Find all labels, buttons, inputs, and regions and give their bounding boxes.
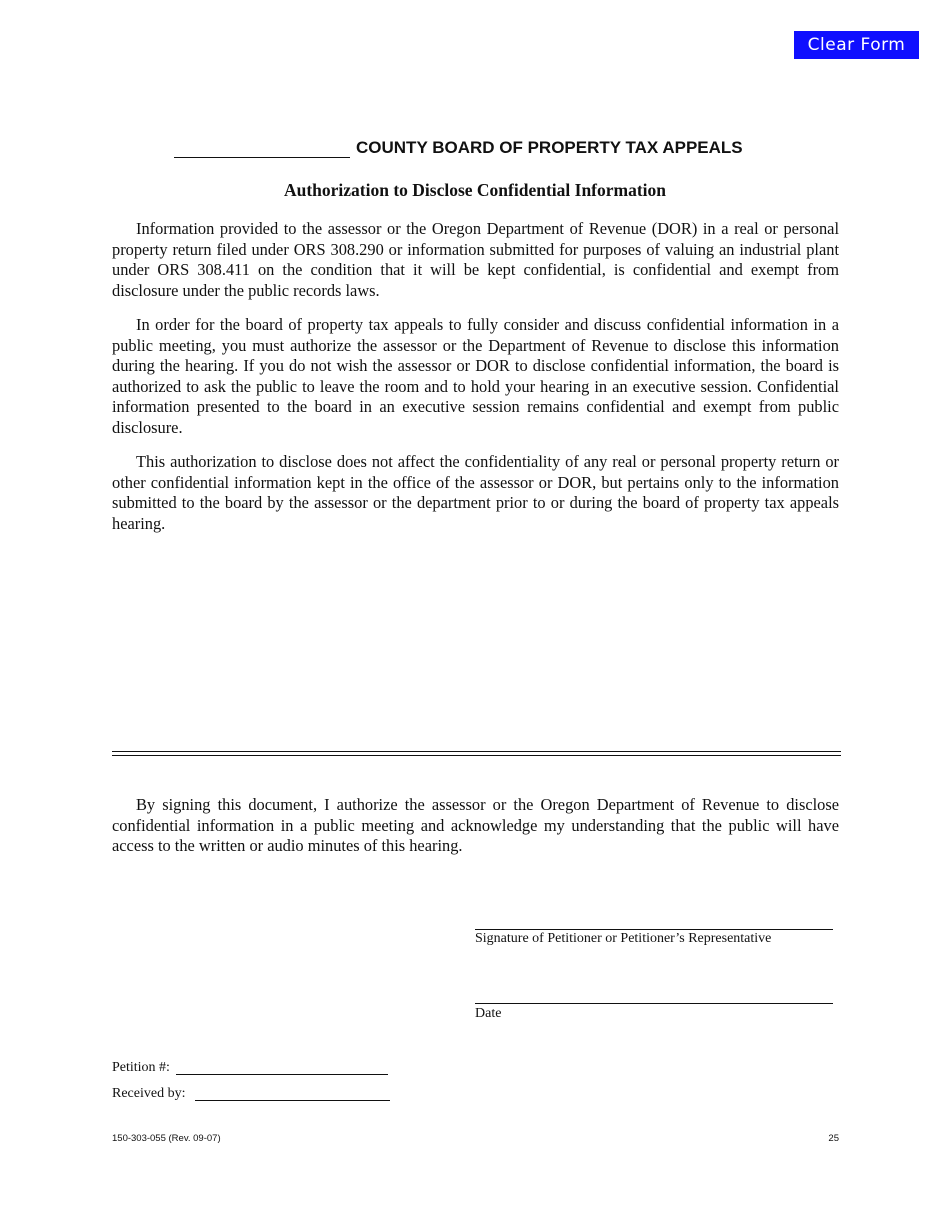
- form-title-row: [174, 138, 814, 162]
- date-field[interactable]: [475, 1003, 833, 1004]
- form-number: 150-303-055 (Rev. 09-07): [112, 1133, 221, 1144]
- signature-field[interactable]: [475, 929, 833, 930]
- page-number: 25: [828, 1133, 839, 1144]
- signature-caption: Signature of Petitioner or Petitioner’s Representative: [475, 931, 772, 946]
- info-paragraph-1: Information provided to the assessor or the Oregon Department of Revenue (DOR) in a real or personal property return filed under ORS 308.290 or information submitted for purposes of valuing an industrial plant under ORS 308.411 on the condition that it will be kept confidential, is confidential and exempt from disclosure under the public records laws.: [112, 219, 839, 300]
- county-name-field[interactable]: [174, 157, 350, 158]
- petition-number-label: Petition #:: [112, 1060, 170, 1075]
- board-title: COUNTY BOARD OF PROPERTY TAX APPEALS: [356, 138, 743, 157]
- section-divider: [112, 751, 841, 756]
- received-by-field[interactable]: [195, 1100, 390, 1101]
- info-paragraph-2: In order for the board of property tax appeals to fully consider and discuss confidential information in a public meeting, you must authorize the assessor or the Department of Revenue to disclose this information during the hearing. If you do not wish the assessor or DOR to disclose confidential information, the board is authorized to ask the public to leave the room and to hold your hearing in an executive session. Confidential information presented to the board in an executive session remains confidential and exempt from public disclosure.: [112, 315, 839, 437]
- form-subtitle: Authorization to Disclose Confidential Information: [283, 180, 667, 200]
- petition-number-field[interactable]: [176, 1074, 388, 1075]
- clear-form-button[interactable]: Clear Form: [794, 31, 919, 59]
- date-caption: Date: [475, 1006, 502, 1021]
- consent-paragraph: By signing this document, I authorize the assessor or the Oregon Department of Revenue to disclose confidential information in a public meeting and acknowledge my understanding that the public will have access to the written or audio minutes of this hearing.: [112, 795, 839, 856]
- received-by-label: Received by:: [112, 1086, 186, 1101]
- info-paragraph-3: This authorization to disclose does not affect the confidentiality of any real or personal property return or other confidential information kept in the office of the assessor or DOR, but pertains only to the information submitted to the board by the assessor or the department prior to or during the board of property tax appeals hearing.: [112, 452, 839, 533]
